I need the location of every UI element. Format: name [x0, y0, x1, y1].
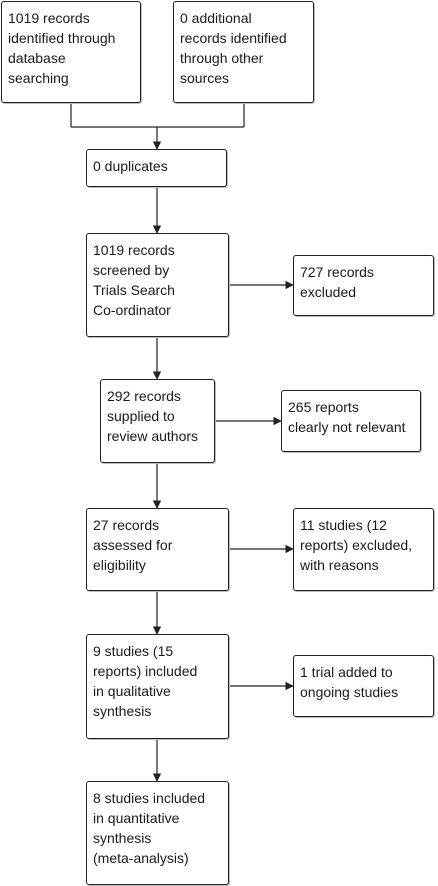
box-quantitative: 8 studies included in quantitative synthesis (meta-analysis) [86, 781, 229, 885]
box-other-sources: 0 additional records identified through other sources [173, 1, 314, 103]
box-supplied: 292 records supplied to review authors [100, 379, 215, 463]
box-ongoing: 1 trial added to ongoing studies [293, 655, 434, 717]
box-duplicates: 0 duplicates [86, 149, 227, 187]
box-eligibility: 27 records assessed for eligibility [86, 508, 229, 591]
box-excluded: 727 records excluded [293, 255, 434, 316]
box-screened: 1019 records screened by Trials Search Co-ordinator [86, 233, 229, 337]
box-database-records: 1019 records identified through database searching [1, 1, 141, 103]
box-studies-excluded: 11 studies (12 reports) excluded, with reasons [293, 508, 434, 591]
box-not-relevant: 265 reports clearly not relevant [281, 390, 421, 452]
box-qualitative: 9 studies (15 reports) included in qualitative synthesis [86, 634, 229, 739]
